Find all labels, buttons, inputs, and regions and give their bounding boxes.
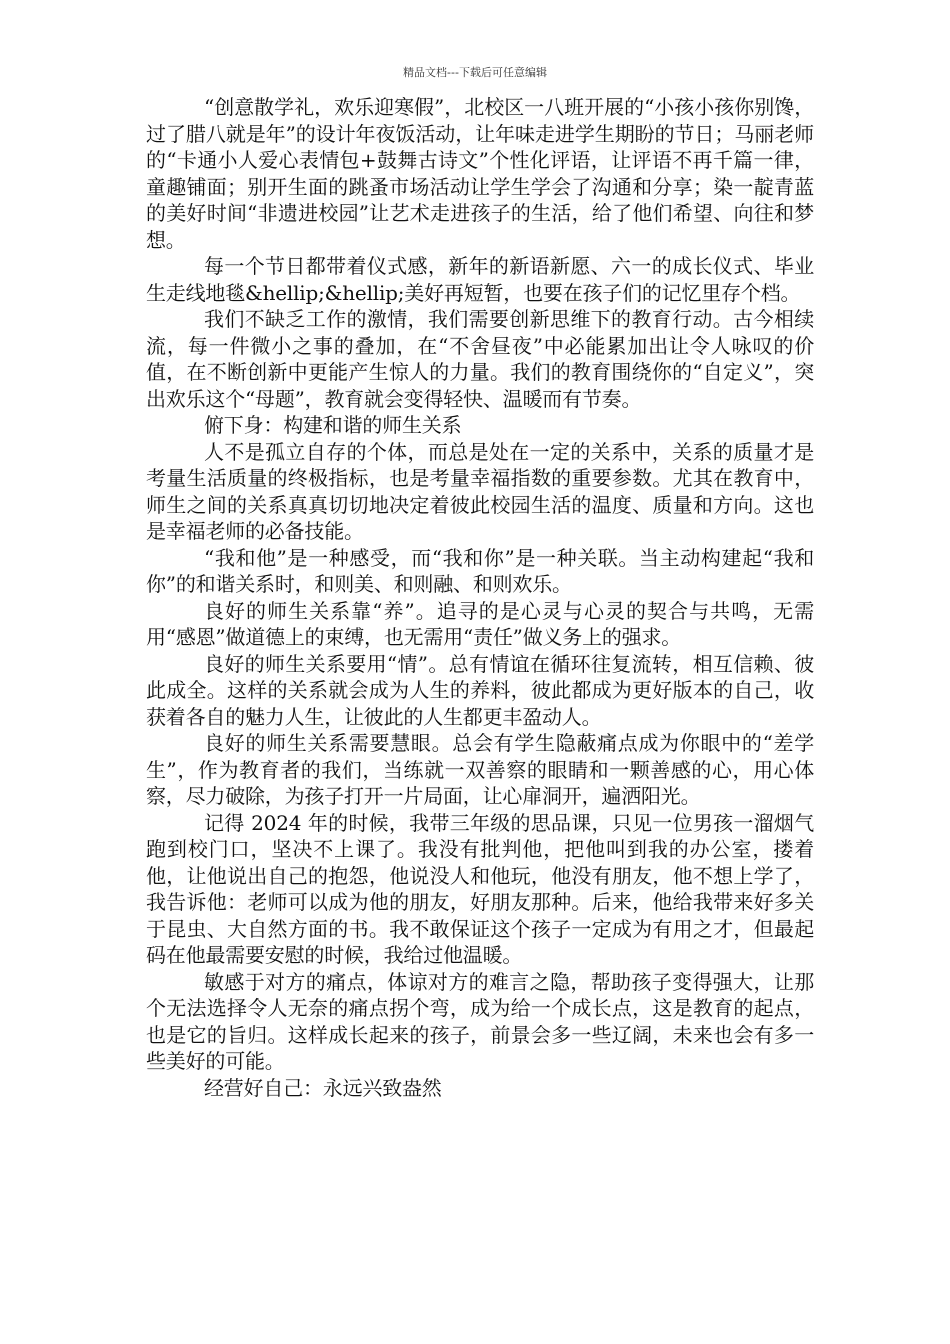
document-body xyxy=(146,94,814,1101)
page-header: 精品文档---下载后可任意编辑 xyxy=(403,66,547,79)
section-heading-self-management: 经营好自己：永远兴致盎然 xyxy=(204,1075,442,1100)
paragraph-nurture: 良好的师生关系靠“养”。追寻的是心灵与心灵的契合与共鸣，无需用“感恩”做道德上的束缚，也无需用“责任”做义务上的强求。 xyxy=(146,598,814,649)
paragraph-story-2024: 记得 2024 年的时候，我带三年级的思品课，只见一位男孩一溜烟气跑到校门口，坚决不上课了。我没有批判他，把他叫到我的办公室，搂着他，让他说出自己的抱怨，他说没人和他玩，他没有朋友，他不想上学了，我告诉他：老师可以成为他的朋友，好朋友那种。后来，他给我带来好多关于昆虫、大自然方面的书。我不敢保证这个孩子一定成为有用之才，但最起码在他最需要安慰的时候，我给过他温暖。 xyxy=(146,810,814,967)
paragraph-winter-break-activities: “创意散学礼，欢乐迎寒假”，北校区一八班开展的“小孩小孩你别馋，过了腊八就是年”的设计年夜饭活动，让年味走进学生期盼的节日；马丽老师的“卡通小人爱心表情包+鼓舞古诗文”个性化评语，让评语不再千篇一律，童趣铺面；别开生面的跳蚤市场活动让学生学会了沟通和分享；染一靛青蓝的美好时间“非遗进校园”让艺术走进孩子的生活，给了他们希望、向往和梦想。 xyxy=(146,95,814,252)
paragraph-affection: 良好的师生关系要用“情”。总有情谊在循环往复流转，相互信赖、彼此成全。这样的关系就会成为人生的养料，彼此都成为更好版本的自己，收获着各自的魅力人生，让彼此的人生都更丰盈动人。 xyxy=(146,651,814,729)
paragraph-innovative-education: 我们不缺乏工作的激情，我们需要创新思维下的教育行动。古今相续流，每一件微小之事的叠加，在“不舍昼夜”中必能累加出让令人咏叹的价值，在不断创新中更能产生惊人的力量。我们的教育围绕你的“自定义”，突出欢乐这个“母题”，教育就会变得轻快、温暖而有节奏。 xyxy=(146,307,814,411)
paragraph-me-and-you: “我和他”是一种感受，而“我和你”是一种关联。当主动构建起“我和你”的和谐关系时，和则美、和则融、和则欢乐。 xyxy=(146,545,814,596)
paragraph-pain-points: 敏感于对方的痛点，体谅对方的难言之隐，帮助孩子变得强大，让那个无法选择令人无奈的痛点拐个弯，成为给一个成长点，这是教育的起点，也是它的旨归。这样成长起来的孩子，前景会多一些辽阔，未来也会有多一些美好的可能。 xyxy=(146,969,814,1073)
paragraph-festival-rituals: 每一个节日都带着仪式感，新年的新语新愿、六一的成长仪式、毕业生走线地毯&hellip;&hellip;美好再短暂，也要在孩子们的记忆里存个档。 xyxy=(146,254,814,305)
section-heading-teacher-student-relations: 俯下身：构建和谐的师生关系 xyxy=(204,413,462,437)
paragraph-relationships: 人不是孤立自存的个体，而总是处在一定的关系中，关系的质量才是考量生活质量的终极指标，也是考量幸福指数的重要参数。尤其在教育中，师生之间的关系真真切切地决定着彼此校园生活的温度、质量和方向。这也是幸福老师的必备技能。 xyxy=(146,439,814,543)
paragraph-insight: 良好的师生关系需要慧眼。总会有学生隐蔽痛点成为你眼中的“差学生”，作为教育者的我们，当练就一双善察的眼睛和一颗善感的心，用心体察，尽力破除，为孩子打开一片局面，让心扉洞开，遍洒阳光。 xyxy=(146,731,814,808)
